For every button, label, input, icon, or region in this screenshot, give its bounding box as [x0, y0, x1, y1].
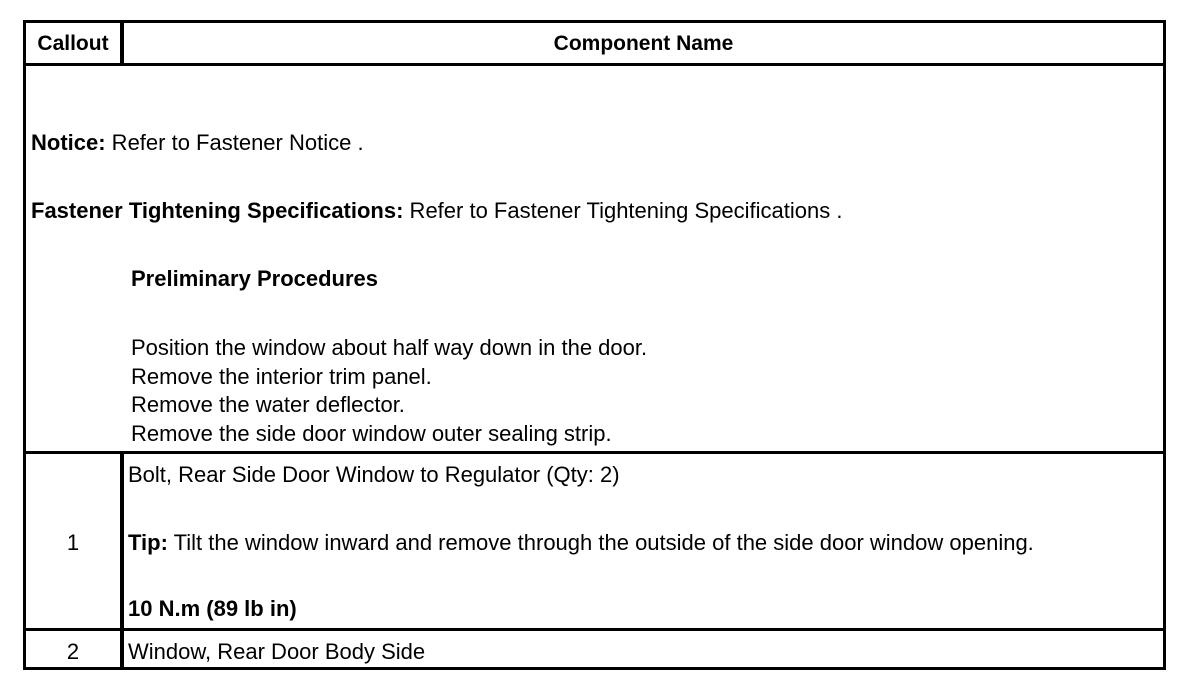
- header-divider: [26, 63, 1163, 66]
- procedure-step: Position the window about half way down in the door.: [131, 335, 648, 360]
- row2-callout: 2: [66, 639, 80, 664]
- callout-header: Callout: [37, 32, 109, 55]
- rows-column-divider: [120, 451, 124, 667]
- procedure-step: Remove the water deflector.: [131, 392, 405, 417]
- row1-torque: 10 N.m (89 lb in): [128, 596, 297, 621]
- notice-label: Notice:: [31, 130, 106, 155]
- component-name-header: Component Name: [553, 32, 734, 55]
- row2-component-name: Window, Rear Door Body Side: [128, 639, 426, 664]
- notes-divider: [26, 451, 1163, 454]
- tip-text: Tilt the window inward and remove through the outside of the side door window opening.: [167, 530, 1034, 555]
- component-table: [23, 20, 1166, 670]
- fastener-spec-label: Fastener Tightening Specifications:: [31, 198, 404, 223]
- tip-label: Tip:: [128, 530, 168, 555]
- fastener-spec-text: Refer to Fastener Tightening Specifications .: [403, 198, 843, 223]
- notice-line: [31, 130, 364, 156]
- row1-divider: [26, 628, 1163, 631]
- procedure-step: Remove the side door window outer sealing strip.: [131, 421, 612, 446]
- row1-tip: [128, 530, 1034, 556]
- preliminary-procedures-title: Preliminary Procedures: [131, 266, 379, 291]
- row1-component-name: Bolt, Rear Side Door Window to Regulator (Qty: 2): [128, 462, 620, 487]
- procedure-step: Remove the interior trim panel.: [131, 364, 432, 389]
- fastener-spec-line: [31, 198, 842, 224]
- row1-callout: 1: [66, 530, 80, 555]
- notice-text: Refer to Fastener Notice .: [105, 130, 364, 155]
